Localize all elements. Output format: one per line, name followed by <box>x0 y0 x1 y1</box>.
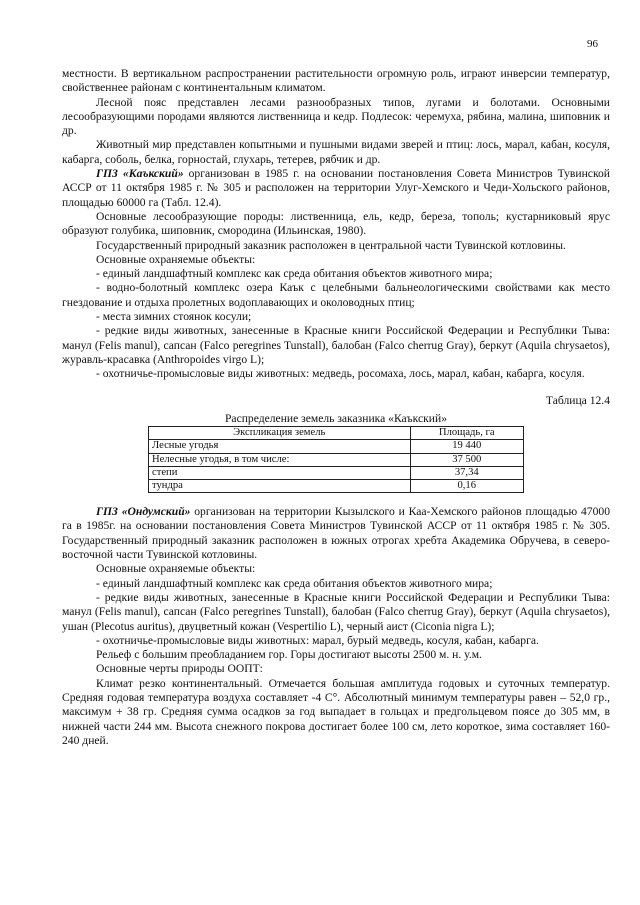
paragraph: Основные охраняемые объекты: <box>96 252 256 266</box>
table-header-row <box>149 427 524 440</box>
table-label: Таблица 12.4 <box>545 393 610 407</box>
table-body <box>149 440 524 493</box>
paragraph: Рельеф с большим преобладанием гор. Горы достигают высоты 2500 м. н. у.м. <box>96 648 482 662</box>
land-distribution-table <box>148 426 524 493</box>
intro-section <box>62 67 610 167</box>
paragraph: Государственный природный заказник расположен в центральной части Тувинской котловины. <box>96 238 566 252</box>
ondumsky-heading-paragraph <box>62 505 610 562</box>
paragraph: Лесной пояс представлен лесами разнообразных типов, лугами и болотами. Основными лесообразующими породами являются лиственница и кедр. Подлесок: черемуха, рябина, малина, шиповник и др. <box>62 95 610 138</box>
kaksky-intro: организован в 1985 г. на основании постановления Совета Министров Тувинской АССР от 11 октября 1985 г. № 305 и расположен на территории Улуг-Хемского и Чеди-Хольского районов, площадью 60000 га (Табл. 12.4). <box>62 167 610 209</box>
table-header-cell: Экспликация земель <box>149 427 411 440</box>
area-cell: 37 500 <box>410 453 523 466</box>
land-type-cell: степи <box>149 466 411 479</box>
area-cell: 0,16 <box>410 479 523 492</box>
ondumsky-intro: организован на территории Кызылского и Каа-Хемского районов площадью 47000 га в 1985г. на основании постановления Совета Министров Тувинской АССР от 11 октября 1985 г. № 305. Государственный природный заказник расположен в южных отрогах хребта Академика Обручева, в северо-восточной части Тувинской котловины. <box>62 505 610 562</box>
paragraph: - места зимних стоянок косули; <box>96 310 252 324</box>
paragraph: Основные лесообразующие породы: лиственница, ель, кедр, береза, тополь; кустарниковый ярус образуют голубика, шиповник, смородина (Ильинская, 1980). <box>62 209 610 238</box>
kaksky-heading: ГПЗ «Каъкский» <box>96 167 184 181</box>
paragraph: местности. В вертикальном распространении растительности огромную роль, играют инверсии температур, свойственнее районам с континентальным климатом. <box>62 67 610 95</box>
paragraph: - охотничье-промысловые виды животных: медведь, росомаха, лось, марал, кабан, кабарга, косуля. <box>96 367 585 381</box>
paragraph: - редкие виды животных, занесенные в Красные книги Российской Федерации и Республики Тыва: манул (Felis manul), сапсан (Falco peregrines Tunstall), балобан (Falco cherrug Gray), беркут (Aquila chrysaetos), журавль-красавка (Anthropoides virgo L); <box>62 324 610 366</box>
paragraph: Основные охраняемые объекты: <box>96 562 256 576</box>
paragraph: Основные черты природы ООПТ: <box>96 662 263 676</box>
table-header-cell: Площадь, га <box>410 427 523 440</box>
paragraph: - редкие виды животных, занесенные в Красные книги Российской Федерации и Республики Тыва: манул (Felis manul), сапсан (Falco peregrines Tunstall), балобан (Falco cherrug Gray), беркут (Aquila chrysaetos), ушан (Plecotus auritus), двуцветный кожан (Vespertilio L), черный аист (Ciconia nigra L); <box>62 590 610 633</box>
table-row <box>149 479 524 492</box>
paragraph: Животный мир представлен копытными и пушными видами зверей и птиц: лось, марал, кабан, косуля, кабарга, соболь, белка, горностай, глухарь, тетерев, рябчик и др. <box>62 138 610 166</box>
paragraph: Климат резко континентальный. Отмечается большая амплитуда годовых и суточных температур. Средняя годовая температура воздуха составляет -4 С°. Абсолютный минимум температуры равен – 52,0 гр., максимум + 38 гр. Средняя сумма осадков за год выпадает в гольцах и предгольцевом поясе до 305 мм, в нижней части 244 мм. Высота снежного покрова достигает более 100 см, лето короткое, зима составляет 160-240 дней. <box>62 676 610 747</box>
land-type-cell: Нелесные угодья, в том числе: <box>149 453 411 466</box>
land-type-cell: тундра <box>149 479 411 492</box>
paragraph: - водно-болотный комплекс озера Каък с целебными бальнеологическими свойствами как место гнездование и отдыха пролетных водоплавающих и околоводных птиц; <box>62 281 610 309</box>
table-row <box>149 466 524 479</box>
table-row <box>149 440 524 453</box>
table-row <box>149 453 524 466</box>
paragraph: - охотничье-промысловые виды животных: марал, бурый медведь, косуля, кабан, кабарга. <box>96 633 539 647</box>
table-title: Распределение земель заказника «Каъкский» <box>224 411 447 425</box>
land-type-cell: Лесные угодья <box>149 440 411 453</box>
area-cell: 19 440 <box>410 440 523 453</box>
ondumsky-heading: ГПЗ «Ондумский» <box>96 505 191 519</box>
paragraph: - единый ландшафтный комплекс как среда обитания объектов животного мира; <box>96 267 493 281</box>
kaksky-section <box>62 210 610 382</box>
ondumsky-section <box>62 562 610 748</box>
area-cell: 37,34 <box>410 466 523 479</box>
paragraph: - единый ландшафтный комплекс как среда обитания объектов животного мира; <box>96 576 493 590</box>
kaksky-heading-paragraph <box>62 167 610 210</box>
document-body <box>62 67 610 748</box>
page-number: 96 <box>587 38 598 50</box>
